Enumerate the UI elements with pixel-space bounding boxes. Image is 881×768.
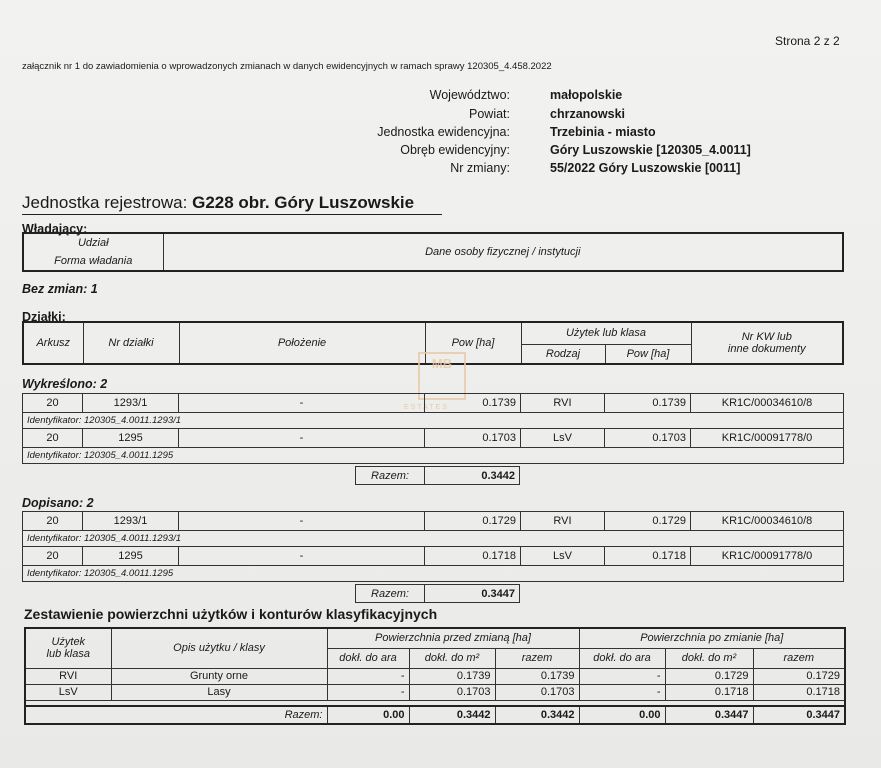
total-b-razem: 0.3442 [495, 706, 579, 724]
owners-col-share: Udział [23, 233, 163, 252]
cell-b-ara: - [327, 684, 409, 700]
summary-col-opis: Opis użytku / klasy [111, 628, 327, 668]
cell-arkusz: 20 [23, 547, 83, 566]
table-row [25, 684, 845, 700]
meta-value-unit: Trzebinia - miasto [550, 125, 656, 139]
summary-col-before: Powierzchnia przed zmianą [ha] [327, 628, 579, 648]
meta-value-precinct: Góry Luszowskie [120305_4.0011] [550, 143, 751, 157]
cell-b-m2: 0.1703 [409, 684, 495, 700]
summary-total-row [25, 706, 845, 724]
cell-polozenie: - [179, 429, 425, 448]
total-a-m2: 0.3447 [665, 706, 753, 724]
cell-nr: 1295 [83, 547, 179, 566]
cell-a-ara: - [579, 684, 665, 700]
total-a-ara: 0.00 [579, 706, 665, 724]
meta-label-county: Powiat: [469, 107, 510, 121]
summary-col-a-ara: dokł. do ara [579, 648, 665, 668]
cell-b-ara: - [327, 668, 409, 684]
cell-polozenie: - [179, 394, 425, 413]
cell-nr: 1295 [83, 429, 179, 448]
summary-col-klasa: Użytek lub klasa [25, 628, 111, 668]
watermark-text: ESTATES [404, 404, 449, 411]
parcel-identifier: Identyfikator: 120305_4.0011.1293/1 [23, 531, 844, 547]
col-arkusz: Arkusz [23, 322, 83, 364]
removed-heading: Wykreślono: 2 [22, 377, 108, 391]
cell-a-ara: - [579, 668, 665, 684]
cell-a-razem: 0.1718 [753, 684, 845, 700]
summary-col-a-razem: razem [753, 648, 845, 668]
cell-kw: KR1C/00034610/8 [691, 394, 844, 413]
table-row [23, 512, 844, 531]
table-row [23, 394, 844, 413]
cell-pow2: 0.1718 [605, 547, 691, 566]
title-underline [22, 214, 442, 215]
summary-heading: Zestawienie powierzchni użytków i konturów klasyfikacyjnych [24, 606, 438, 622]
cell-b-razem: 0.1739 [495, 668, 579, 684]
summary-col-after: Powierzchnia po zmianie [ha] [579, 628, 845, 648]
cell-opis: Grunty orne [111, 668, 327, 684]
owners-col-form: Forma władania [23, 252, 163, 271]
meta-label-unit: Jednostka ewidencyjna: [377, 125, 510, 139]
table-row [23, 547, 844, 566]
cell-a-m2: 0.1729 [665, 668, 753, 684]
total-b-m2: 0.3442 [409, 706, 495, 724]
cell-pow2: 0.1703 [605, 429, 691, 448]
cell-rodzaj: LsV [521, 547, 605, 566]
added-table [22, 511, 844, 582]
cell-klasa: LsV [25, 684, 111, 700]
cell-arkusz: 20 [23, 429, 83, 448]
total-a-razem: 0.3447 [753, 706, 845, 724]
cell-nr: 1293/1 [83, 394, 179, 413]
annex-caption: załącznik nr 1 do zawiadomienia o wprowadzonych zmianach w danych ewidencyjnych w ramach sprawy 120305_4.458.2022 [22, 61, 552, 72]
col-pow: Pow [ha] [425, 322, 521, 364]
meta-value-voivodeship: małopolskie [550, 88, 623, 102]
cell-b-m2: 0.1739 [409, 668, 495, 684]
owners-heading: Władający: [22, 222, 88, 236]
col-uzytek: Użytek lub klasa [521, 322, 691, 344]
sum-value: 0.3442 [425, 467, 520, 485]
summary-col-b-ara: dokł. do ara [327, 648, 409, 668]
cell-klasa: RVI [25, 668, 111, 684]
cell-rodzaj: LsV [521, 429, 605, 448]
sum-label: Razem: [356, 585, 425, 603]
meta-label-voivodeship: Województwo: [429, 88, 510, 102]
cell-a-razem: 0.1729 [753, 668, 845, 684]
added-sum [355, 584, 520, 603]
removed-sum [355, 466, 520, 485]
total-b-ara: 0.00 [327, 706, 409, 724]
summary-table [24, 627, 846, 725]
cell-polozenie: - [179, 512, 425, 531]
watermark-logo: MB [418, 352, 466, 400]
meta-label-precinct: Obręb ewidencyjny: [400, 143, 510, 157]
meta-label-change: Nr zmiany: [450, 161, 510, 175]
col-kw: Nr KW lub inne dokumenty [691, 322, 843, 364]
cell-pow: 0.1703 [425, 429, 521, 448]
table-row [25, 668, 845, 684]
cell-rodzaj: RVI [521, 394, 605, 413]
cell-b-razem: 0.1703 [495, 684, 579, 700]
parcel-identifier: Identyfikator: 120305_4.0011.1295 [23, 448, 844, 464]
col-polozenie: Położenie [179, 322, 425, 364]
parcel-identifier: Identyfikator: 120305_4.0011.1293/1 [23, 413, 844, 429]
register-unit-title: Jednostka rejestrowa: G228 obr. Góry Luszowskie [22, 193, 415, 212]
sum-value: 0.3447 [425, 585, 520, 603]
added-heading: Dopisano: 2 [22, 496, 94, 510]
owners-col-data: Dane osoby fizycznej / instytucji [163, 233, 843, 271]
cell-kw: KR1C/00091778/0 [691, 429, 844, 448]
parcel-identifier: Identyfikator: 120305_4.0011.1295 [23, 566, 844, 582]
cell-arkusz: 20 [23, 394, 83, 413]
cell-pow: 0.1718 [425, 547, 521, 566]
cell-kw: KR1C/00091778/0 [691, 547, 844, 566]
table-row [23, 429, 844, 448]
summary-col-b-m2: dokł. do m² [409, 648, 495, 668]
owners-table [22, 232, 844, 272]
col-nr: Nr działki [83, 322, 179, 364]
cell-pow2: 0.1729 [605, 512, 691, 531]
total-label: Razem: [25, 706, 327, 724]
meta-value-county: chrzanowski [550, 107, 626, 121]
summary-col-b-razem: razem [495, 648, 579, 668]
removed-table [22, 393, 844, 464]
summary-col-a-m2: dokł. do m² [665, 648, 753, 668]
cell-arkusz: 20 [23, 512, 83, 531]
cell-polozenie: - [179, 547, 425, 566]
page-number: Strona 2 z 2 [775, 34, 840, 48]
col-pow2: Pow [ha] [605, 344, 691, 364]
cell-kw: KR1C/00034610/8 [691, 512, 844, 531]
sum-label: Razem: [356, 467, 425, 485]
cell-pow2: 0.1739 [605, 394, 691, 413]
owners-nochange: Bez zmian: 1 [22, 282, 98, 296]
cell-pow: 0.1729 [425, 512, 521, 531]
cell-pow: 0.1739 [425, 394, 521, 413]
cell-rodzaj: RVI [521, 512, 605, 531]
meta-value-change: 55/2022 Góry Luszowskie [0011] [550, 161, 741, 175]
cell-nr: 1293/1 [83, 512, 179, 531]
cell-a-m2: 0.1718 [665, 684, 753, 700]
col-rodzaj: Rodzaj [521, 344, 605, 364]
cell-opis: Lasy [111, 684, 327, 700]
parcels-heading: Działki: [22, 310, 66, 324]
